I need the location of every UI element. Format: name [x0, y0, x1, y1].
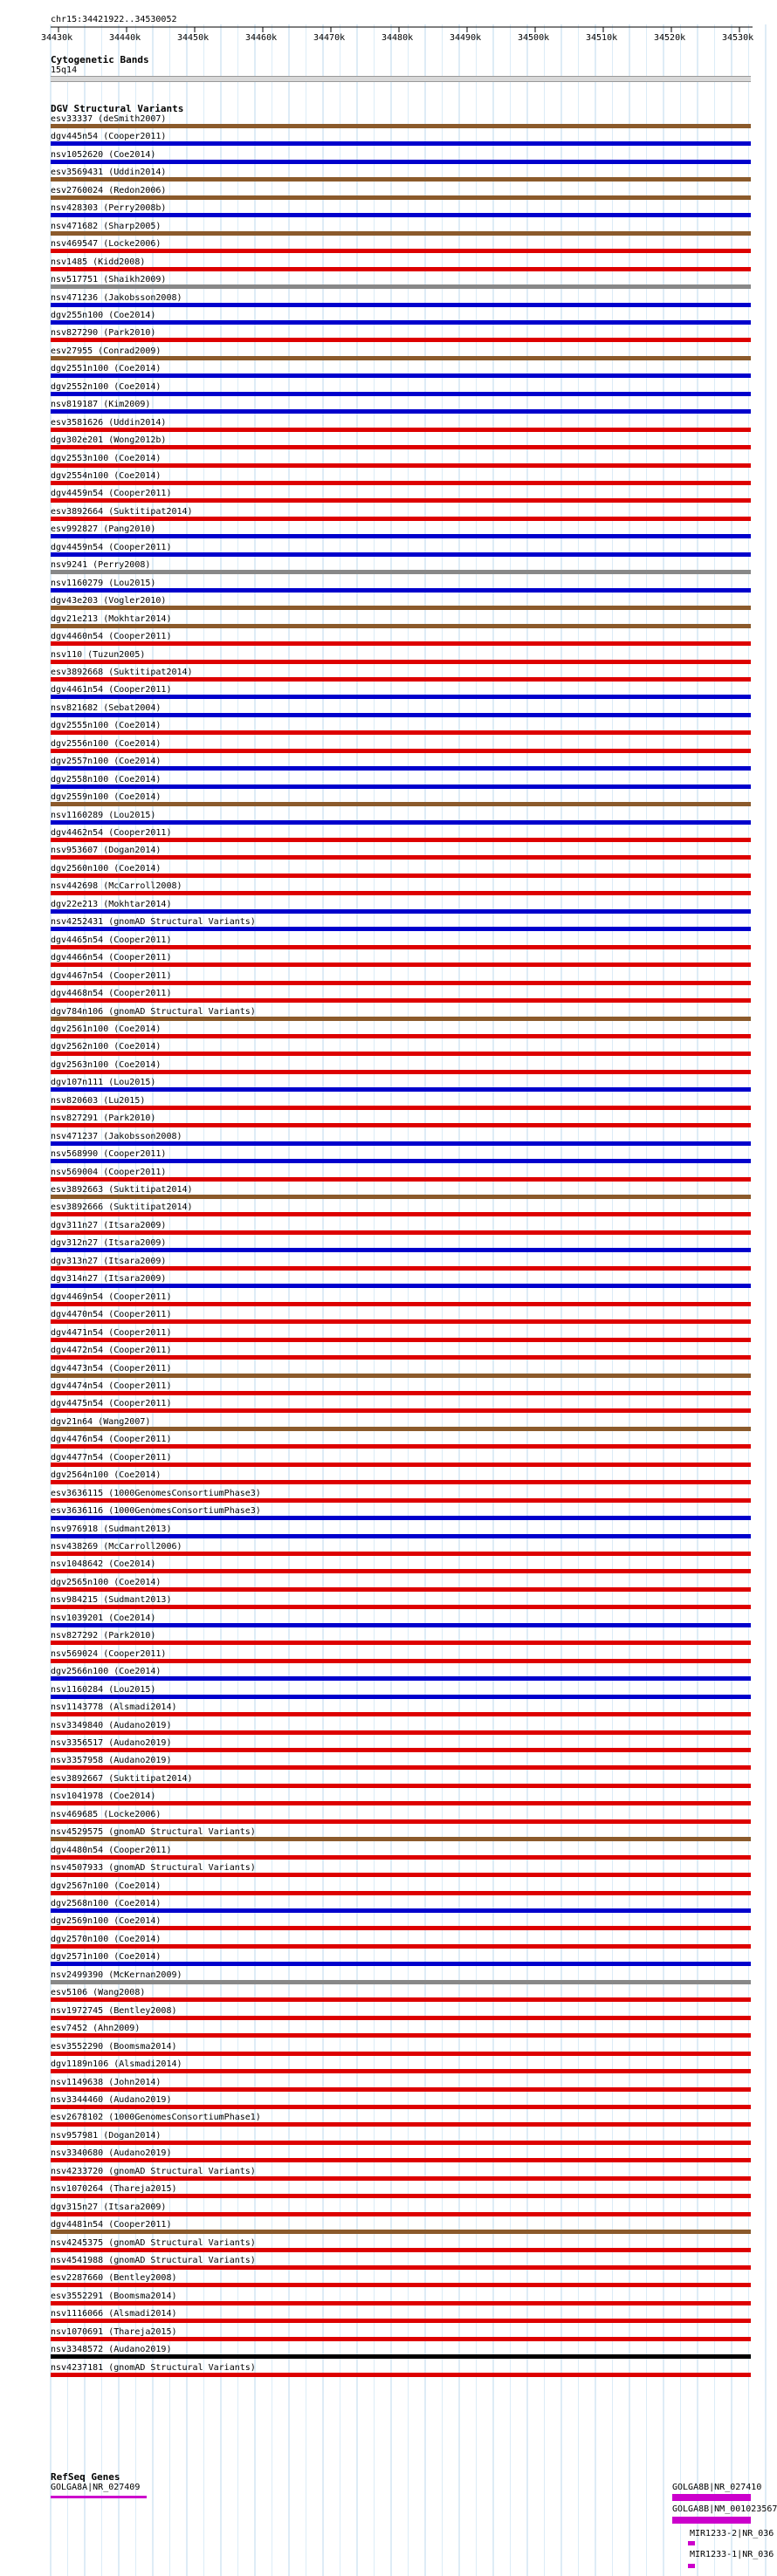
- variant-label[interactable]: nsv2499390 (McKernan2009): [51, 1970, 182, 1980]
- variant-label[interactable]: nsv4245375 (gnomAD Structural Variants): [51, 2237, 256, 2248]
- variant-label[interactable]: dgv21e213 (Mokhtar2014): [51, 613, 172, 624]
- variant-bar[interactable]: [51, 1302, 751, 1306]
- refseq-gene-golga8b-b[interactable]: GOLGA8B|NM_001023567: [672, 2504, 777, 2514]
- variant-label[interactable]: esv2678102 (1000GenomesConsortiumPhase1): [51, 2113, 261, 2123]
- variant-bar[interactable]: [51, 945, 751, 949]
- variant-label[interactable]: dgv4467n54 (Cooper2011): [51, 970, 172, 981]
- variant-label[interactable]: nsv3357958 (Audano2019): [51, 1756, 172, 1766]
- variant-label[interactable]: esv7452 (Ahn2009): [51, 2024, 141, 2034]
- variant-label[interactable]: dgv4480n54 (Cooper2011): [51, 1845, 172, 1855]
- variant-label[interactable]: nsv1160279 (Lou2015): [51, 578, 156, 588]
- variant-bar[interactable]: [51, 1159, 751, 1163]
- ruler-tick-label: 34450k: [177, 33, 210, 43]
- variant-bar[interactable]: [51, 1338, 751, 1342]
- variant-bar[interactable]: [51, 1230, 751, 1235]
- variant-bar[interactable]: [51, 570, 751, 574]
- variant-label[interactable]: esv5106 (Wang2008): [51, 1988, 146, 1998]
- variant-bar[interactable]: [51, 1017, 751, 1021]
- variant-label[interactable]: dgv4459n54 (Cooper2011): [51, 542, 172, 552]
- variant-label[interactable]: dgv4465n54 (Cooper2011): [51, 935, 172, 945]
- variant-bar[interactable]: [51, 749, 751, 753]
- variant-bar[interactable]: [51, 1980, 751, 1984]
- variant-bar[interactable]: [51, 1087, 751, 1092]
- variant-label[interactable]: dgv784n106 (gnomAD Structural Variants): [51, 1006, 256, 1017]
- variant-bar[interactable]: [51, 2212, 751, 2216]
- variant-bar[interactable]: [51, 1123, 751, 1127]
- variant-bar[interactable]: [51, 855, 751, 860]
- variant-label[interactable]: nsv471237 (Jakobsson2008): [51, 1131, 182, 1141]
- variant-bar[interactable]: [51, 1391, 751, 1395]
- variant-bar[interactable]: [51, 2052, 751, 2056]
- variant-bar[interactable]: [51, 195, 751, 200]
- refseq-gene-golga8b-a[interactable]: GOLGA8B|NR_027410: [672, 2483, 762, 2492]
- variant-label[interactable]: nsv820603 (Lu2015): [51, 1095, 146, 1106]
- ruler-tick-label: 34530k: [722, 33, 754, 43]
- variant-bar[interactable]: [51, 927, 751, 931]
- variant-label[interactable]: dgv4469n54 (Cooper2011): [51, 1291, 172, 1302]
- variant-label[interactable]: nsv4237181 (gnomAD Structural Variants): [51, 2362, 256, 2373]
- variant-label[interactable]: nsv4233720 (gnomAD Structural Variants): [51, 2166, 256, 2176]
- ruler-tick-label: 34430k: [41, 33, 73, 43]
- variant-bar[interactable]: [51, 2248, 751, 2252]
- variant-label[interactable]: dgv4470n54 (Cooper2011): [51, 1310, 172, 1320]
- refseq-title: RefSeq Genes: [51, 2471, 120, 2483]
- ruler-tick-label: 34520k: [654, 33, 686, 43]
- variant-label[interactable]: esv2760024 (Redon2006): [51, 185, 167, 195]
- variant-label[interactable]: dgv4466n54 (Cooper2011): [51, 953, 172, 963]
- variant-label[interactable]: esv3569431 (Uddin2014): [51, 168, 167, 178]
- variant-bar[interactable]: [51, 2141, 751, 2145]
- variant-label[interactable]: nsv4541988 (gnomAD Structural Variants): [51, 2256, 256, 2265]
- variant-label[interactable]: nsv819187 (Kim2009): [51, 400, 151, 410]
- ruler-region-label: chr15:34421922..34530052: [51, 15, 177, 24]
- variant-bar[interactable]: [51, 141, 751, 146]
- variant-label[interactable]: nsv1039201 (Coe2014): [51, 1613, 156, 1623]
- variant-bar[interactable]: [51, 356, 751, 360]
- variant-bar[interactable]: [51, 463, 751, 468]
- cytoband-label: 15q14: [51, 65, 78, 75]
- variant-label[interactable]: dgv4473n54 (Cooper2011): [51, 1363, 172, 1374]
- ruler-tick-label: 34460k: [245, 33, 278, 43]
- variant-label[interactable]: dgv445n54 (Cooper2011): [51, 132, 167, 142]
- variant-bar[interactable]: [51, 1569, 751, 1573]
- variant-bar[interactable]: [51, 1695, 751, 1699]
- variant-label[interactable]: dgv4475n54 (Cooper2011): [51, 1399, 172, 1409]
- variant-label[interactable]: esv3552291 (Boomsma2014): [51, 2291, 177, 2301]
- variant-bar[interactable]: [51, 517, 751, 521]
- variant-label[interactable]: dgv4462n54 (Cooper2011): [51, 828, 172, 838]
- variant-bar[interactable]: [51, 249, 751, 253]
- variant-label[interactable]: dgv311n27 (Itsara2009): [51, 1220, 167, 1230]
- variant-bar[interactable]: [51, 874, 751, 878]
- variant-label[interactable]: nsv1485 (Kidd2008): [51, 257, 146, 267]
- variant-bar[interactable]: [51, 802, 751, 806]
- variant-label[interactable]: dgv4477n54 (Cooper2011): [51, 1452, 172, 1463]
- variant-label[interactable]: dgv4461n54 (Cooper2011): [51, 685, 172, 695]
- variant-label[interactable]: nsv957981 (Dogan2014): [51, 2130, 162, 2141]
- variant-label[interactable]: nsv471236 (Jakobsson2008): [51, 292, 182, 303]
- variant-label[interactable]: nsv9241 (Perry2008): [51, 560, 151, 571]
- variant-label[interactable]: nsv1048642 (Coe2014): [51, 1559, 156, 1570]
- variant-label[interactable]: nsv569004 (Cooper2011): [51, 1167, 167, 1177]
- variant-bar[interactable]: [51, 588, 751, 593]
- variant-label[interactable]: dgv2570n100 (Coe2014): [51, 1934, 162, 1944]
- variant-bar[interactable]: [51, 1480, 751, 1484]
- variant-label[interactable]: nsv4507933 (gnomAD Structural Variants): [51, 1863, 256, 1874]
- variant-bar[interactable]: [51, 392, 751, 396]
- variant-bar[interactable]: [51, 1212, 751, 1216]
- variant-bar[interactable]: [51, 1819, 751, 1824]
- ruler-tick-label: 34480k: [382, 33, 414, 43]
- variant-label[interactable]: nsv3344460 (Audano2019): [51, 2094, 172, 2105]
- variant-bar[interactable]: [51, 2337, 751, 2341]
- variant-label[interactable]: dgv4468n54 (Cooper2011): [51, 989, 172, 999]
- variant-label[interactable]: dgv43e203 (Vogler2010): [51, 596, 167, 606]
- variant-label[interactable]: nsv1070691 (Thareja2015): [51, 2326, 177, 2337]
- variant-bar[interactable]: [51, 1195, 751, 1199]
- dgv-title: DGV Structural Variants: [51, 103, 184, 114]
- variant-bar[interactable]: [51, 695, 751, 699]
- variant-label[interactable]: dgv302e201 (Wong2012b): [51, 435, 167, 446]
- variant-label[interactable]: dgv2562n100 (Coe2014): [51, 1042, 162, 1052]
- variant-bar[interactable]: [51, 2176, 751, 2181]
- variant-bar[interactable]: [51, 1106, 751, 1110]
- refseq-bar-mir1233-2: [688, 2541, 695, 2545]
- variant-label[interactable]: esv3636115 (1000GenomesConsortiumPhase3): [51, 1488, 261, 1498]
- variant-bar[interactable]: [51, 2122, 751, 2127]
- variant-bar[interactable]: [51, 1248, 751, 1252]
- variant-label[interactable]: dgv4471n54 (Cooper2011): [51, 1327, 172, 1338]
- variant-label[interactable]: nsv568990 (Cooper2011): [51, 1149, 167, 1160]
- variant-label[interactable]: dgv2557n100 (Coe2014): [51, 757, 162, 767]
- variant-bar[interactable]: [51, 1319, 751, 1324]
- variant-label[interactable]: dgv315n27 (Itsara2009): [51, 2202, 167, 2212]
- variant-label[interactable]: nsv821682 (Sebat2004): [51, 702, 162, 713]
- variant-bar[interactable]: [51, 409, 751, 414]
- variant-bar[interactable]: [51, 160, 751, 164]
- variant-label[interactable]: esv3892664 (Suktitipat2014): [51, 506, 193, 517]
- variant-bar[interactable]: [51, 1659, 751, 1663]
- variant-bar[interactable]: [51, 231, 751, 236]
- variant-bar[interactable]: [51, 2283, 751, 2287]
- variant-bar[interactable]: [51, 213, 751, 217]
- variant-label[interactable]: nsv428303 (Perry2008b): [51, 203, 167, 214]
- variant-bar[interactable]: [51, 1052, 751, 1056]
- variant-bar[interactable]: [51, 2301, 751, 2305]
- variant-bar[interactable]: [51, 1837, 751, 1841]
- variant-bar[interactable]: [51, 2354, 751, 2359]
- variant-bar[interactable]: [51, 1141, 751, 1146]
- variant-label[interactable]: nsv1070264 (Thareja2015): [51, 2184, 177, 2195]
- ruler-tick-label: 34470k: [313, 33, 346, 43]
- variant-bar[interactable]: [51, 1944, 751, 1949]
- variant-label[interactable]: dgv2564n100 (Coe2014): [51, 1470, 162, 1481]
- variant-bar[interactable]: [51, 2158, 751, 2162]
- variant-label[interactable]: dgv2551n100 (Coe2014): [51, 364, 162, 374]
- variant-label[interactable]: esv3552290 (Boomsma2014): [51, 2041, 177, 2052]
- variant-bar[interactable]: [51, 1034, 751, 1038]
- variant-bar[interactable]: [51, 2265, 751, 2270]
- variant-label[interactable]: nsv1160284 (Lou2015): [51, 1684, 156, 1695]
- variant-label[interactable]: dgv255n100 (Coe2014): [51, 310, 156, 320]
- variant-bar[interactable]: [51, 2373, 751, 2377]
- variant-label[interactable]: nsv569024 (Cooper2011): [51, 1648, 167, 1659]
- variant-bar[interactable]: [51, 820, 751, 825]
- variant-bar[interactable]: [51, 177, 751, 182]
- cytoband-bar: [51, 76, 751, 82]
- variant-label[interactable]: nsv953607 (Dogan2014): [51, 846, 162, 856]
- variant-label[interactable]: dgv2569n100 (Coe2014): [51, 1916, 162, 1927]
- variant-label[interactable]: nsv4252431 (gnomAD Structural Variants): [51, 917, 256, 928]
- variant-bar[interactable]: [51, 1444, 751, 1449]
- variant-label[interactable]: dgv4459n54 (Cooper2011): [51, 489, 172, 499]
- variant-bar[interactable]: [51, 2319, 751, 2323]
- variant-label[interactable]: dgv4472n54 (Cooper2011): [51, 1346, 172, 1356]
- variant-label[interactable]: nsv1149638 (John2014): [51, 2077, 162, 2087]
- variant-bar[interactable]: [51, 498, 751, 503]
- variant-bar[interactable]: [51, 428, 751, 432]
- variant-label[interactable]: esv27955 (Conrad2009): [51, 346, 162, 356]
- variant-bar[interactable]: [51, 1374, 751, 1378]
- variant-label[interactable]: nsv1052620 (Coe2014): [51, 149, 156, 160]
- variant-bar[interactable]: [51, 1908, 751, 1913]
- ruler-tick-label: 34440k: [109, 33, 141, 43]
- variant-bar[interactable]: [51, 1355, 751, 1360]
- variant-label[interactable]: nsv1041978 (Coe2014): [51, 1792, 156, 1802]
- variant-bar[interactable]: [51, 784, 751, 789]
- variant-bar[interactable]: [51, 1891, 751, 1895]
- refseq-bar-mir1233-1: [688, 2564, 695, 2568]
- variant-label[interactable]: nsv827290 (Park2010): [51, 328, 156, 339]
- variant-label[interactable]: dgv1189n106 (Alsmadi2014): [51, 2059, 182, 2070]
- variant-label[interactable]: nsv1972745 (Bentley2008): [51, 2005, 177, 2016]
- variant-bar[interactable]: [51, 677, 751, 682]
- variant-bar[interactable]: [51, 766, 751, 771]
- variant-label[interactable]: dgv2571n100 (Coe2014): [51, 1952, 162, 1963]
- refseq-gene-golga8a[interactable]: GOLGA8A|NR_027409: [51, 2483, 141, 2492]
- variant-label[interactable]: nsv827291 (Park2010): [51, 1113, 156, 1124]
- variant-bar[interactable]: [51, 1676, 751, 1681]
- variant-bar[interactable]: [51, 124, 751, 128]
- variant-bar[interactable]: [51, 1427, 751, 1431]
- variant-bar[interactable]: [51, 1712, 751, 1716]
- variant-bar[interactable]: [51, 1516, 751, 1520]
- variant-label[interactable]: dgv312n27 (Itsara2009): [51, 1238, 167, 1249]
- variant-bar[interactable]: [51, 606, 751, 610]
- variant-bar[interactable]: [51, 624, 751, 628]
- variant-bar[interactable]: [51, 2033, 751, 2038]
- variant-label[interactable]: nsv3340680 (Audano2019): [51, 2148, 172, 2159]
- variant-label[interactable]: dgv107n111 (Lou2015): [51, 1078, 156, 1088]
- variant-bar[interactable]: [51, 838, 751, 842]
- variant-bar[interactable]: [51, 1552, 751, 1556]
- variant-bar[interactable]: [51, 1070, 751, 1074]
- variant-bar[interactable]: [51, 1873, 751, 1877]
- variant-label[interactable]: esv3892668 (Suktitipat2014): [51, 667, 193, 677]
- variant-bar[interactable]: [51, 1266, 751, 1271]
- variant-bar[interactable]: [51, 2230, 751, 2234]
- variant-bar[interactable]: [51, 2087, 751, 2092]
- variant-bar[interactable]: [51, 713, 751, 717]
- variant-bar[interactable]: [51, 1748, 751, 1752]
- variant-label[interactable]: nsv517751 (Shaikh2009): [51, 275, 167, 285]
- variant-label[interactable]: esv3636116 (1000GenomesConsortiumPhase3): [51, 1506, 261, 1517]
- variant-label[interactable]: dgv2561n100 (Coe2014): [51, 1024, 162, 1034]
- variant-label[interactable]: nsv110 (Tuzun2005): [51, 649, 146, 660]
- variant-label[interactable]: dgv4460n54 (Cooper2011): [51, 632, 172, 642]
- variant-bar[interactable]: [51, 1534, 751, 1538]
- variant-bar[interactable]: [51, 1284, 751, 1288]
- variant-bar[interactable]: [51, 1801, 751, 1805]
- variant-label[interactable]: nsv3348572 (Audano2019): [51, 2345, 172, 2355]
- variant-label[interactable]: nsv438269 (McCarroll2006): [51, 1542, 182, 1552]
- variant-label[interactable]: nsv4529575 (gnomAD Structural Variants): [51, 1827, 256, 1838]
- variant-bar[interactable]: [51, 1587, 751, 1592]
- variant-label[interactable]: dgv4476n54 (Cooper2011): [51, 1435, 172, 1445]
- variant-bar[interactable]: [51, 303, 751, 307]
- variant-label[interactable]: nsv1116066 (Alsmadi2014): [51, 2309, 177, 2319]
- variant-label[interactable]: dgv2552n100 (Coe2014): [51, 381, 162, 392]
- variant-label[interactable]: esv2287660 (Bentley2008): [51, 2273, 177, 2284]
- variant-label[interactable]: dgv2568n100 (Coe2014): [51, 1899, 162, 1908]
- variant-label[interactable]: dgv2566n100 (Coe2014): [51, 1667, 162, 1677]
- variant-label[interactable]: dgv2559n100 (Coe2014): [51, 792, 162, 803]
- ruler-tick-label: 34500k: [518, 33, 550, 43]
- variant-bar[interactable]: [51, 1962, 751, 1966]
- variant-bar[interactable]: [51, 998, 751, 1003]
- variant-bar[interactable]: [51, 1408, 751, 1413]
- variant-label[interactable]: nsv827292 (Park2010): [51, 1631, 156, 1641]
- variant-label[interactable]: nsv471682 (Sharp2005): [51, 221, 162, 231]
- variant-bar[interactable]: [51, 1463, 751, 1467]
- variant-bar[interactable]: [51, 1605, 751, 1609]
- variant-bar[interactable]: [51, 2016, 751, 2020]
- refseq-gene-mir1233-2[interactable]: MIR1233-2|NR_036: [690, 2529, 774, 2538]
- variant-label[interactable]: esv3581626 (Uddin2014): [51, 417, 167, 428]
- variant-label[interactable]: dgv2553n100 (Coe2014): [51, 453, 162, 463]
- variant-bar[interactable]: [51, 284, 751, 289]
- variant-bar[interactable]: [51, 1855, 751, 1860]
- variant-bar[interactable]: [51, 1730, 751, 1735]
- variant-label[interactable]: esv3892667 (Suktitipat2014): [51, 1773, 193, 1784]
- variant-bar[interactable]: [51, 2105, 751, 2109]
- variant-bar[interactable]: [51, 2069, 751, 2073]
- variant-bar[interactable]: [51, 660, 751, 664]
- variant-label[interactable]: esv992827 (Pang2010): [51, 524, 156, 535]
- variant-label[interactable]: nsv984215 (Sudmant2013): [51, 1595, 172, 1606]
- variant-bar[interactable]: [51, 338, 751, 342]
- variant-bar[interactable]: [51, 320, 751, 325]
- variant-bar[interactable]: [51, 267, 751, 271]
- refseq-gene-mir1233-1[interactable]: MIR1233-1|NR_036: [690, 2550, 774, 2559]
- variant-label[interactable]: nsv1160289 (Lou2015): [51, 810, 156, 820]
- cytoband-title: Cytogenetic Bands: [51, 54, 149, 65]
- variant-label[interactable]: dgv2565n100 (Coe2014): [51, 1577, 162, 1587]
- variant-label[interactable]: dgv4474n54 (Cooper2011): [51, 1380, 172, 1391]
- variant-label[interactable]: dgv2560n100 (Coe2014): [51, 863, 162, 874]
- variant-label[interactable]: nsv3349840 (Audano2019): [51, 1720, 172, 1730]
- variant-bar[interactable]: [51, 1784, 751, 1788]
- variant-bar[interactable]: [51, 641, 751, 646]
- variant-bar[interactable]: [51, 1498, 751, 1503]
- variant-label[interactable]: dgv2554n100 (Coe2014): [51, 471, 162, 481]
- variant-bar[interactable]: [51, 1765, 751, 1770]
- variant-bar[interactable]: [51, 1641, 751, 1645]
- variant-label[interactable]: esv3892663 (Suktitipat2014): [51, 1185, 193, 1195]
- variant-label[interactable]: nsv442698 (McCarroll2008): [51, 881, 182, 892]
- variant-label[interactable]: dgv314n27 (Itsara2009): [51, 1274, 167, 1285]
- variant-bar[interactable]: [51, 730, 751, 735]
- refseq-bar-golga8a: [51, 2496, 147, 2498]
- variant-label[interactable]: dgv2555n100 (Coe2014): [51, 721, 162, 731]
- variant-bar[interactable]: [51, 1177, 751, 1182]
- variant-bar[interactable]: [51, 2194, 751, 2198]
- variant-label[interactable]: nsv976918 (Sudmant2013): [51, 1524, 172, 1534]
- variant-label[interactable]: nsv469685 (Locke2006): [51, 1809, 162, 1819]
- variant-label[interactable]: dgv2567n100 (Coe2014): [51, 1881, 162, 1891]
- variant-label[interactable]: dgv4481n54 (Cooper2011): [51, 2220, 172, 2230]
- refseq-bar-golga8b-b: [672, 2517, 751, 2524]
- variant-label[interactable]: dgv2558n100 (Coe2014): [51, 774, 162, 784]
- variant-bar[interactable]: [51, 481, 751, 485]
- variant-label[interactable]: dgv2563n100 (Coe2014): [51, 1059, 162, 1070]
- variant-label[interactable]: nsv1143778 (Alsmadi2014): [51, 1702, 177, 1713]
- variant-bar[interactable]: [51, 963, 751, 967]
- variant-label[interactable]: dgv313n27 (Itsara2009): [51, 1256, 167, 1266]
- variant-bar[interactable]: [51, 981, 751, 985]
- variant-bar[interactable]: [51, 1623, 751, 1627]
- ruler-tick-label: 34510k: [586, 33, 618, 43]
- variant-label[interactable]: esv3892666 (Suktitipat2014): [51, 1202, 193, 1213]
- variant-label[interactable]: dgv21n64 (Wang2007): [51, 1416, 151, 1427]
- variant-bar[interactable]: [51, 1997, 751, 2002]
- ruler-tick-label: 34490k: [450, 33, 482, 43]
- refseq-bar-golga8b-a: [672, 2494, 751, 2501]
- variant-bar[interactable]: [51, 373, 751, 378]
- variant-label[interactable]: nsv3356517 (Audano2019): [51, 1737, 172, 1748]
- variant-bar[interactable]: [51, 534, 751, 538]
- variant-bar[interactable]: [51, 552, 751, 557]
- variant-bar[interactable]: [51, 1926, 751, 1930]
- variant-label[interactable]: dgv2556n100 (Coe2014): [51, 738, 162, 749]
- variant-label[interactable]: esv33337 (deSmith2007): [51, 114, 167, 124]
- variant-label[interactable]: nsv469547 (Locke2006): [51, 239, 162, 250]
- variant-label[interactable]: dgv22e213 (Mokhtar2014): [51, 899, 172, 909]
- variant-bar[interactable]: [51, 445, 751, 449]
- variant-bar[interactable]: [51, 909, 751, 914]
- variant-bar[interactable]: [51, 891, 751, 895]
